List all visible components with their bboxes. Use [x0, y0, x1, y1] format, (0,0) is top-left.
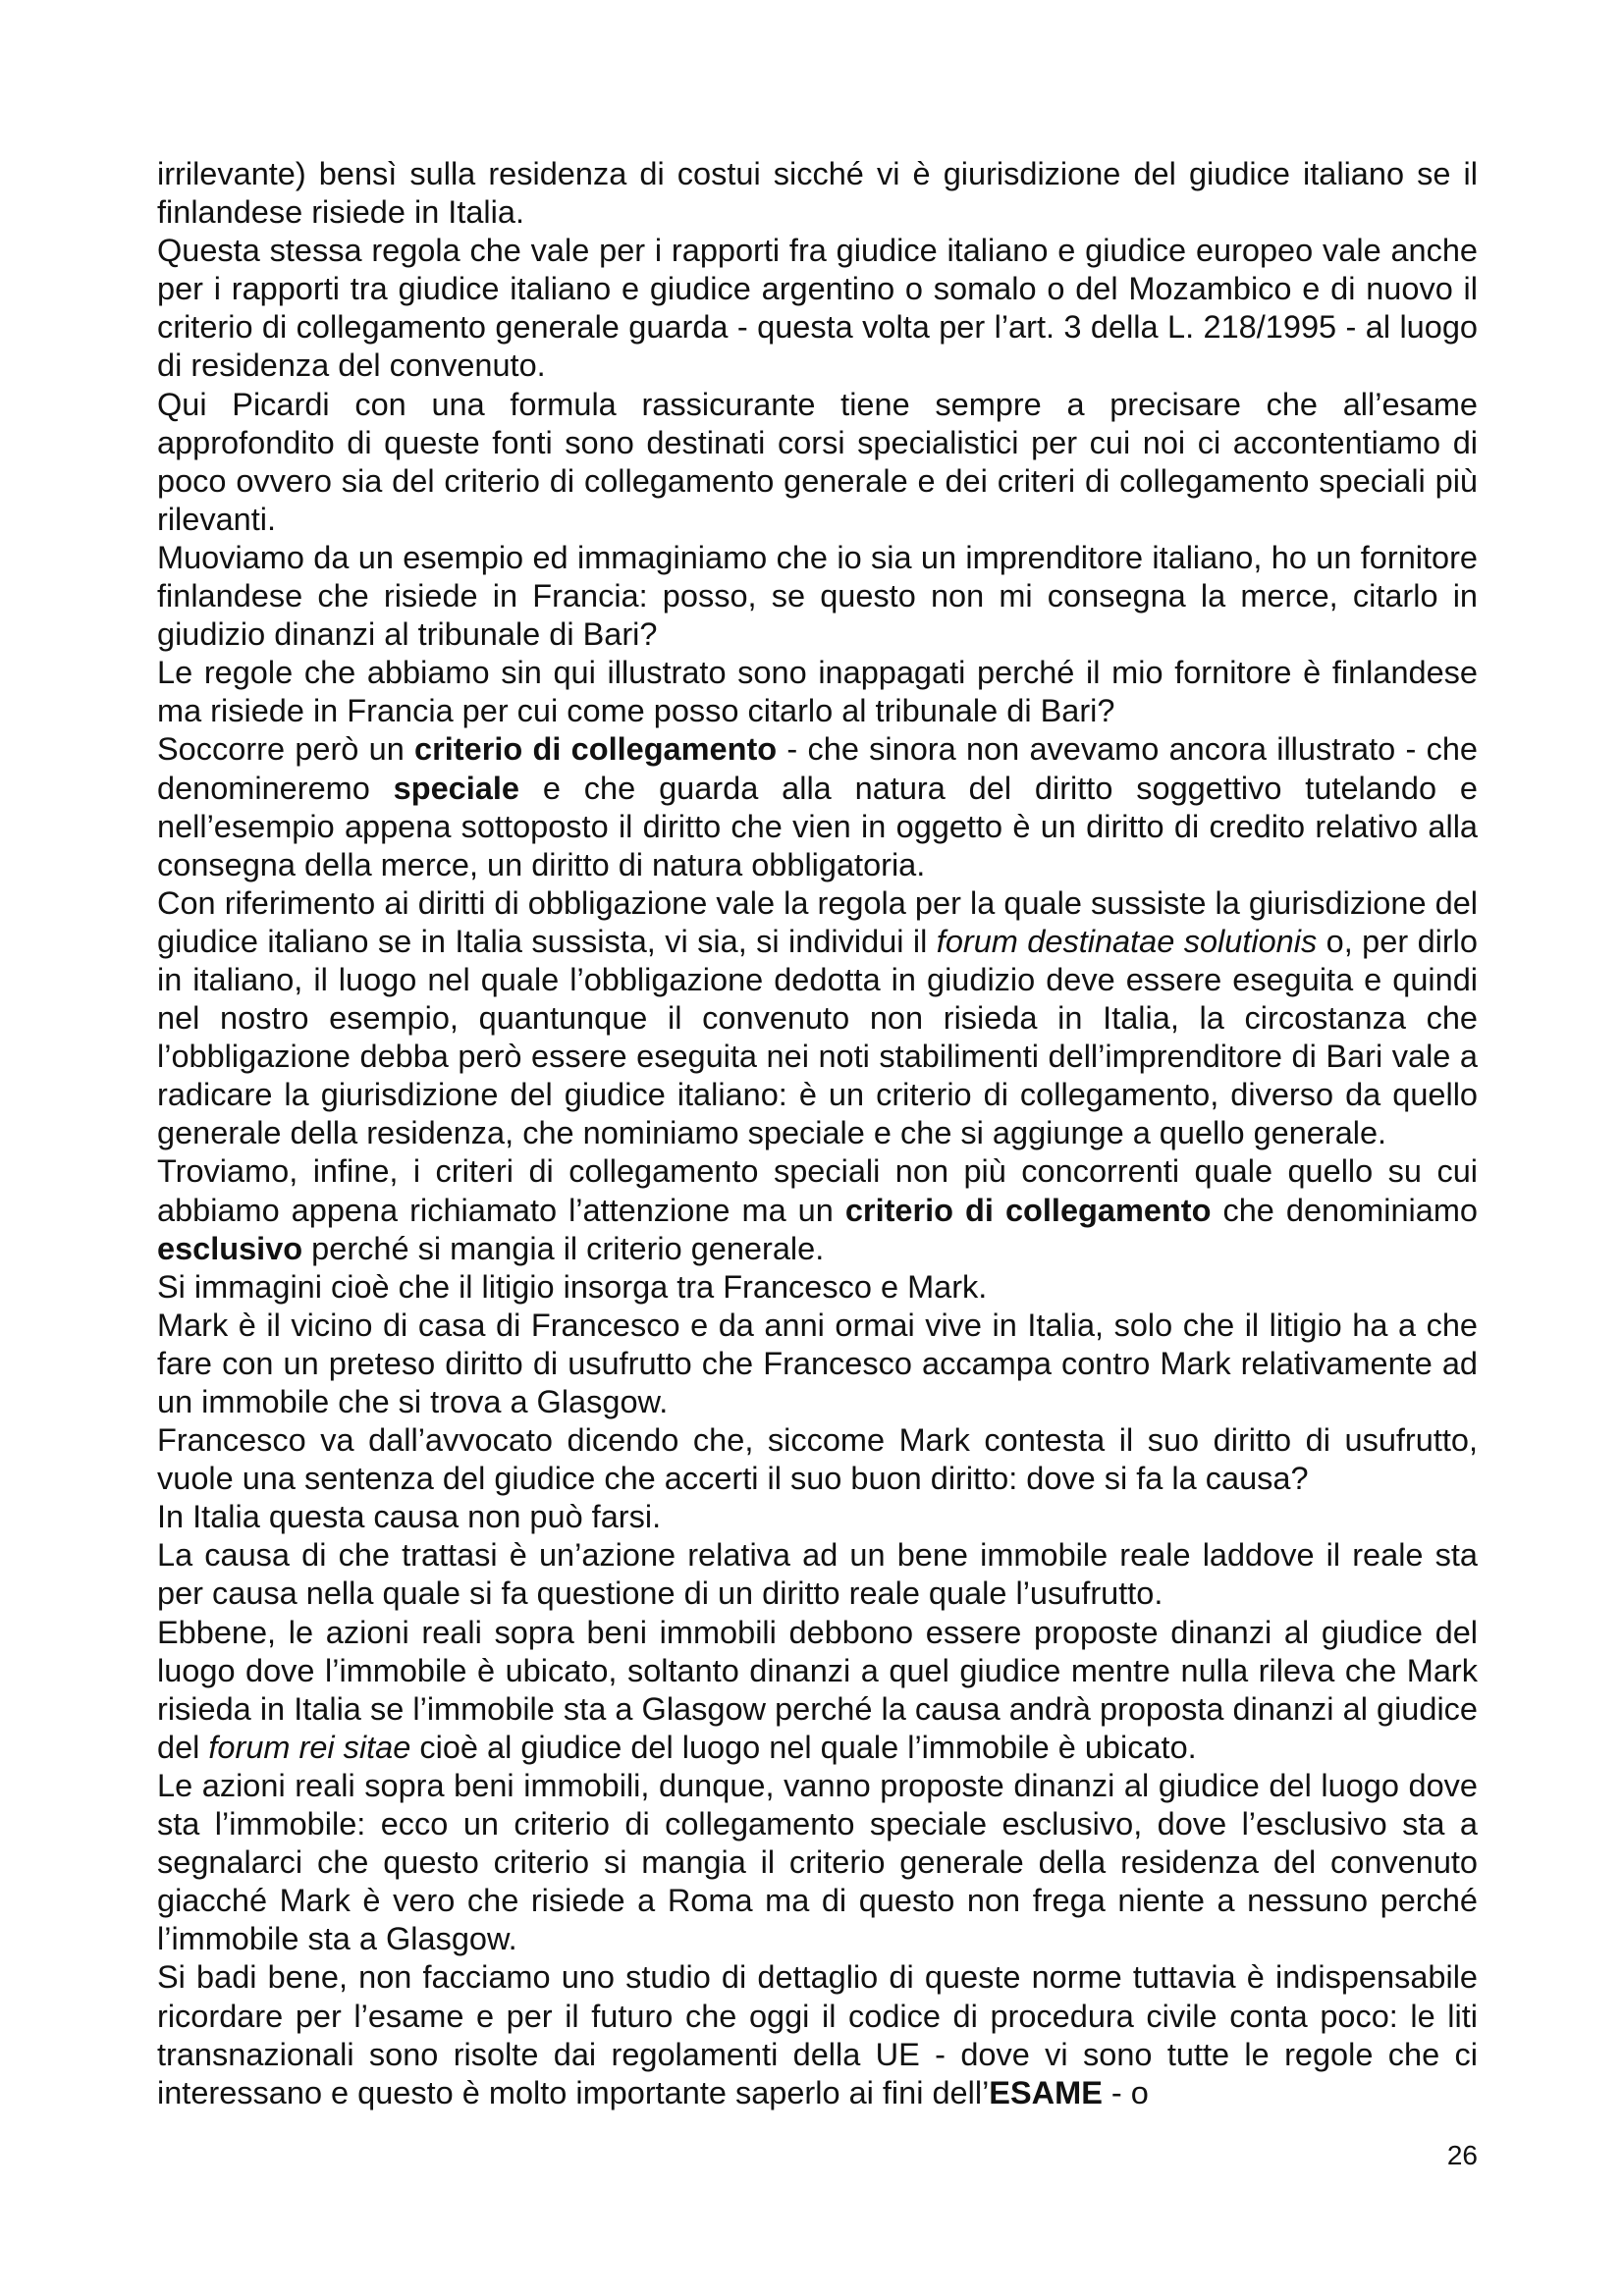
paragraph	[157, 155, 1478, 232]
text-run: Le regole che abbiamo sin qui illustrato sono inappagati perché il mio fornitore è finlandese ma risiede in Francia per cui come posso citarlo al tribunale di Bari?	[157, 655, 1478, 729]
paragraph	[157, 654, 1478, 730]
body-text	[157, 155, 1478, 2112]
paragraph	[157, 1421, 1478, 1498]
paragraph	[157, 1268, 1478, 1307]
italic-text: forum rei sitae	[208, 1729, 411, 1765]
text-run: Con riferimento ai diritti di obbligazione vale la regola per la quale sussiste la giurisdizione del giudice italiano se in Italia sussista, vi sia, si individui il	[157, 884, 1478, 959]
paragraph	[157, 1307, 1478, 1421]
paragraph	[157, 539, 1478, 654]
text-run: Questa stessa regola che vale per i rapporti fra giudice italiano e giudice europeo vale anche per i rapporti tra giudice italiano e giudice argentino o somalo o del Mozambico e di nuovo il criterio di collegamento generale guarda - questa volta per l’art. 3 della L. 218/1995 - al luogo di residenza del convenuto.	[157, 233, 1478, 384]
text-run: Mark è il vicino di casa di Francesco e da anni ormai vive in Italia, solo che il litigio ha a che fare con un preteso diritto di usufrutto che Francesco accampa contro Mark relativamente ad un immobile che si trova a Glasgow.	[157, 1307, 1478, 1419]
text-run: perché si mangia il criterio generale.	[302, 1230, 825, 1266]
paragraph	[157, 1152, 1478, 1267]
text-run: Troviamo, infine, i criteri di collegamento speciali non più concorrenti quale quello su cui abbiamo appena richiamato l’attenzione ma un	[157, 1153, 1478, 1228]
bold-text: criterio di collegamento	[844, 1192, 1212, 1228]
page-number: 26	[1446, 2140, 1478, 2170]
text-run: Soccorre però un	[157, 731, 415, 768]
text-run: - che sinora non avevamo ancora illustrato - che denomineremo	[157, 731, 1478, 806]
paragraph	[157, 386, 1478, 539]
paragraph	[157, 1958, 1478, 2111]
paragraph	[157, 1767, 1478, 1958]
paragraph	[157, 1614, 1478, 1767]
bold-text: ESAME	[989, 2074, 1103, 2110]
text-run: La causa di che trattasi è un’azione relativa ad un bene immobile reale laddove il reale sta per causa nella quale si fa questione di un diritto reale quale l’usufrutto.	[157, 1537, 1478, 1612]
text-run: e che guarda alla natura del diritto soggettivo tutelando e nell’esempio appena sottoposto il diritto che vien in oggetto è un diritto di credito relativo alla consegna della merce, un diritto di natura obbligatoria.	[157, 770, 1478, 882]
bold-text: criterio di collegamento	[414, 731, 778, 768]
text-run: che denominiamo	[1211, 1192, 1478, 1228]
text-run: - o	[1102, 2074, 1149, 2110]
paragraph	[157, 730, 1478, 883]
text-run: irrilevante) bensì sulla residenza di costui sicché vi è giurisdizione del giudice italiano se il finlandese risiede in Italia.	[157, 156, 1478, 231]
paragraph	[157, 1536, 1478, 1613]
text-run: Si badi bene, non facciamo uno studio di dettaglio di queste norme tuttavia è indispensabile ricordare per l’esame e per il futuro che oggi il codice di procedura civile conta poco: le liti transnazionali sono risolte dai regolamenti della UE - dove vi sono tutte le regole che ci interessano e questo è molto importante saperlo ai fini dell’	[157, 1959, 1478, 2110]
bold-text: speciale	[393, 770, 519, 806]
bold-text: esclusivo	[157, 1230, 303, 1266]
text-run: Si immagini cioè che il litigio insorga tra Francesco e Mark.	[157, 1268, 988, 1305]
paragraph	[157, 1498, 1478, 1536]
text-run: Le azioni reali sopra beni immobili, dunque, vanno proposte dinanzi al giudice del luogo dove sta l’immobile: ecco un criterio di collegamento speciale esclusivo, dove l’esclusivo sta a segnalarci che questo criterio si mangia il criterio generale della residenza del convenuto giacché Mark è vero che risiede a Roma ma di questo non frega niente a nessuno perché l’immobile sta a Glasgow.	[157, 1767, 1478, 1957]
text-run: Qui Picardi con una formula rassicurante tiene sempre a precisare che all’esame approfondito di queste fonti sono destinati corsi specialistici per cui noi ci accontentiamo di poco ovvero sia del criterio di collegamento generale e dei criteri di collegamento speciali più rilevanti.	[157, 386, 1478, 537]
text-run: cioè al giudice del luogo nel quale l’immobile è ubicato.	[410, 1729, 1197, 1765]
italic-text: forum destinatae solutionis	[936, 923, 1318, 959]
text-run: Francesco va dall’avvocato dicendo che, siccome Mark contesta il suo diritto di usufrutto, vuole una sentenza del giudice che accerti il suo buon diritto: dove si fa la causa?	[157, 1422, 1478, 1497]
text-run: Ebbene, le azioni reali sopra beni immobili debbono essere proposte dinanzi al giudice del luogo dove l’immobile è ubicato, soltanto dinanzi a quel giudice mentre nulla rileva che Mark risieda in Italia se l’immobile sta a Glasgow perché la causa andrà proposta dinanzi al giudice del	[157, 1614, 1478, 1765]
paragraph	[157, 884, 1478, 1153]
text-run: Muoviamo da un esempio ed immaginiamo che io sia un imprenditore italiano, ho un fornitore finlandese che risiede in Francia: posso, se questo non mi consegna la merce, citarlo in giudizio dinanzi al tribunale di Bari?	[157, 539, 1478, 653]
paragraph	[157, 232, 1478, 385]
text-run: o, per dirlo in italiano, il luogo nel quale l’obbligazione dedotta in giudizio deve essere eseguita e quindi nel nostro esempio, quantunque il convenuto non risieda in Italia, la circostanza che l’obbligazione debba però essere eseguita nei noti stabilimenti dell’imprenditore di Bari vale a radicare la giurisdizione del giudice italiano: è un criterio di collegamento, diverso da quello generale della residenza, che nominiamo speciale e che si aggiunge a quello generale.	[157, 923, 1478, 1151]
text-run: In Italia questa causa non può farsi.	[157, 1499, 662, 1535]
